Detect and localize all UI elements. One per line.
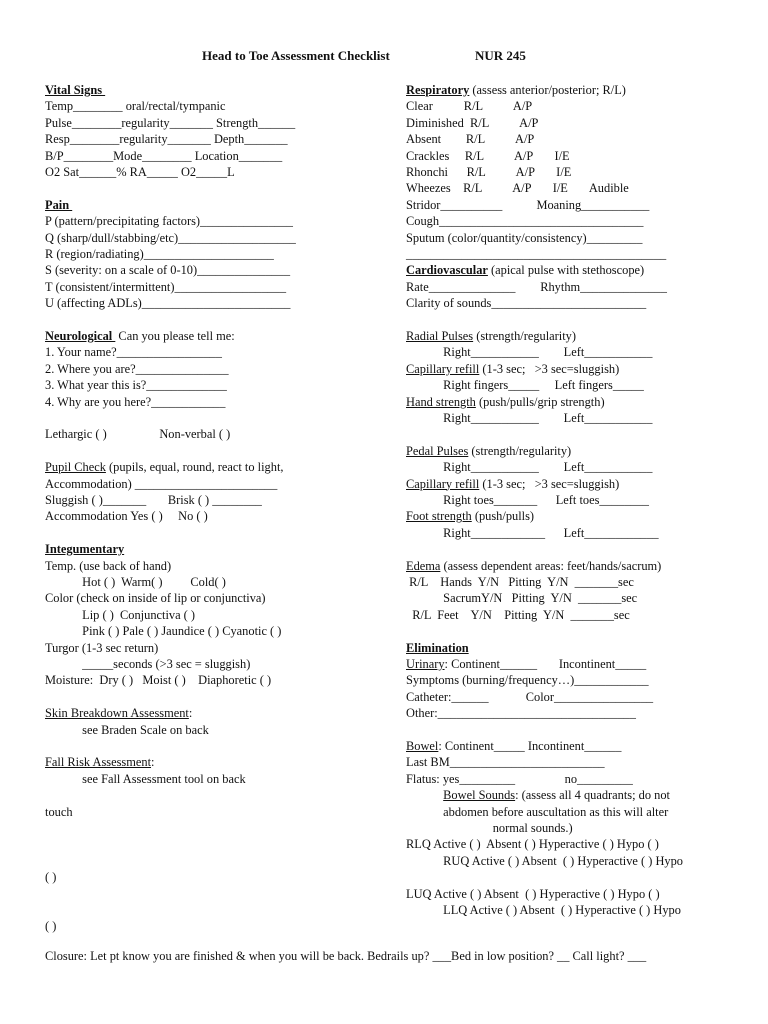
left-line-part: Skin Breakdown Assessment bbox=[45, 706, 189, 721]
left-line: Integumentary bbox=[45, 542, 125, 557]
right-line: Absent R/L A/P bbox=[406, 132, 535, 147]
right-line-part: (assess anterior/posterior; R/L) bbox=[469, 83, 626, 97]
left-line: Pulse________regularity_______ Strength______ bbox=[45, 115, 296, 130]
right-line: Right toes_______ Left toes________ bbox=[406, 493, 649, 507]
left-line: Pink ( ) Pale ( ) Jaundice ( ) Cyanotic ( ) bbox=[45, 624, 282, 639]
right-line-part: Capillary refill bbox=[406, 476, 480, 491]
left-line bbox=[45, 754, 154, 770]
right-line-part: (apical pulse with stethoscope) bbox=[487, 263, 645, 278]
left-line: B/P________Mode________ Location_______ bbox=[45, 148, 283, 163]
right-line: abdomen before auscultation as this will alter bbox=[406, 804, 669, 819]
right-line-part: (assess dependent areas: feet/hands/sacrum) bbox=[440, 558, 662, 573]
right-line bbox=[406, 787, 670, 803]
left-line-part: Fall Risk Assessment bbox=[45, 755, 152, 770]
left-line: Moisture: Dry ( ) Moist ( ) Diaphoretic ( ) bbox=[45, 673, 272, 688]
right-line: Clear R/L A/P bbox=[406, 99, 533, 114]
left-line: 1. Your name?_________________ bbox=[45, 345, 222, 360]
right-line: Right___________ Left___________ bbox=[406, 460, 653, 475]
left-line: Lethargic ( ) Non-verbal ( ) bbox=[45, 427, 231, 442]
left-line: _____seconds (>3 sec = sluggish) bbox=[45, 657, 251, 671]
right-line bbox=[406, 82, 626, 98]
right-line bbox=[406, 476, 619, 492]
right-line: R/L Feet Y/N Pitting Y/N _______sec bbox=[406, 607, 630, 622]
right-line: LUQ Active ( ) Absent ( ) Hyperactive ( ) Hypo ( ) bbox=[406, 886, 660, 901]
right-line-part: Capillary refill bbox=[406, 361, 480, 376]
left-line: Accommodation) _______________________ bbox=[45, 476, 278, 491]
left-line: Color (check on inside of lip or conjunctiva) bbox=[45, 591, 266, 606]
right-line-part: (push/pulls) bbox=[471, 509, 535, 524]
left-line: O2 Sat______% RA_____ O2_____L bbox=[45, 165, 235, 179]
right-line: RLQ Active ( ) Absent ( ) Hyperactive ( ) Hypo ( ) bbox=[406, 837, 659, 852]
right-line: Catheter:______ Color________________ bbox=[406, 689, 654, 704]
right-line bbox=[406, 394, 605, 410]
left-line: Q (sharp/dull/stabbing/etc)___________________ bbox=[45, 230, 296, 245]
right-line-part: Pedal Pulses bbox=[406, 443, 469, 458]
right-line: Rate______________ Rhythm______________ bbox=[406, 279, 667, 294]
right-line-part: Radial Pulses bbox=[406, 329, 474, 343]
right-line-part: : (assess all 4 quadrants; do not bbox=[515, 788, 670, 803]
left-line: 4. Why are you here?____________ bbox=[45, 394, 226, 409]
right-line: RUQ Active ( ) Absent ( ) Hyperactive ( ) Hypo bbox=[406, 853, 684, 868]
left-line-part: : bbox=[188, 706, 193, 721]
left-line: S (severity: on a scale of 0-10)_______________ bbox=[45, 263, 291, 278]
right-line: Right____________ Left____________ bbox=[406, 525, 659, 540]
right-line: SacrumY/N Pitting Y/N _______sec bbox=[406, 591, 638, 606]
right-line: Clarity of sounds_________________________ bbox=[406, 296, 647, 311]
left-line bbox=[45, 459, 283, 475]
page-title: Head to Toe Assessment Checklist bbox=[202, 48, 390, 63]
right-line-part: Hand strength bbox=[406, 394, 476, 409]
left-line: Sluggish ( )_______ Brisk ( ) ________ bbox=[45, 493, 262, 507]
right-line-part: Bowel Sounds bbox=[443, 788, 516, 803]
right-line: Symptoms (burning/frequency…)____________ bbox=[406, 673, 649, 688]
left-line: see Fall Assessment tool on back bbox=[45, 771, 246, 786]
right-line bbox=[406, 443, 571, 459]
left-line: Lip ( ) Conjunctiva ( ) bbox=[45, 607, 196, 622]
right-line-part: Edema bbox=[406, 558, 441, 573]
left-line: 2. Where you are?_______________ bbox=[45, 361, 229, 376]
left-line: Vital Signs bbox=[45, 83, 106, 97]
right-line: Rhonchi R/L A/P I/E bbox=[406, 165, 572, 179]
left-line: Hot ( ) Warm( ) Cold( ) bbox=[45, 575, 226, 589]
right-line: R/L Hands Y/N Pitting Y/N _______sec bbox=[406, 575, 634, 589]
right-line-part: (strength/regularity) bbox=[468, 443, 572, 458]
left-line-part: Neurological bbox=[45, 329, 116, 343]
right-line bbox=[406, 656, 646, 672]
right-line bbox=[406, 508, 534, 524]
right-line-part: Respiratory bbox=[406, 83, 470, 97]
left-line-part: Pupil Check bbox=[45, 460, 106, 475]
left-line: 3. What year this is?_____________ bbox=[45, 378, 227, 393]
left-line: touch bbox=[45, 804, 73, 819]
left-line: R (region/radiating)_____________________ bbox=[45, 247, 274, 261]
right-line: Wheezes R/L A/P I/E Audible bbox=[406, 181, 629, 196]
right-line: Stridor__________ Moaning___________ bbox=[406, 197, 650, 212]
right-line: Cough_________________________________ bbox=[406, 214, 644, 229]
left-line: Resp________regularity_______ Depth_______ bbox=[45, 132, 288, 147]
left-line: ( ) bbox=[45, 919, 57, 934]
right-line: __________________________________________ bbox=[406, 247, 667, 261]
left-line bbox=[45, 705, 192, 721]
left-line: Accommodation Yes ( ) No ( ) bbox=[45, 509, 208, 524]
left-line bbox=[45, 328, 235, 344]
right-line bbox=[406, 738, 621, 754]
closure-line: Closure: Let pt know you are finished & when you will be back. Bedrails up? ___Bed in low position? __ Call light? ___ bbox=[45, 949, 647, 963]
right-line: Other:________________________________ bbox=[406, 706, 636, 721]
left-line: U (affecting ADLs)________________________ bbox=[45, 296, 291, 311]
right-line-part: (push/pulls/grip strength) bbox=[475, 394, 605, 409]
left-line: P (pattern/precipitating factors)_______________ bbox=[45, 214, 293, 229]
left-line-part: (pupils, equal, round, react to light, bbox=[105, 460, 284, 475]
left-line-part: : bbox=[151, 755, 155, 770]
left-line: Pain bbox=[45, 197, 73, 212]
right-line-part bbox=[406, 788, 443, 802]
right-line: Right___________ Left___________ bbox=[406, 411, 653, 425]
right-line: Crackles R/L A/P I/E bbox=[406, 148, 570, 163]
right-line bbox=[406, 328, 576, 344]
left-line: Temp________ oral/rectal/tympanic bbox=[45, 99, 226, 114]
right-line bbox=[406, 262, 644, 278]
left-line: T (consistent/intermittent)__________________ bbox=[45, 279, 287, 294]
left-line-part: Can you please tell me: bbox=[115, 329, 235, 343]
right-line-part: (strength/regularity) bbox=[473, 329, 577, 343]
right-line bbox=[406, 361, 619, 377]
right-line-part: (1-3 sec; >3 sec=sluggish) bbox=[479, 361, 620, 376]
right-line-part: Foot strength bbox=[406, 509, 472, 524]
right-line: Elimination bbox=[406, 640, 469, 655]
left-line: Temp. (use back of hand) bbox=[45, 558, 172, 573]
right-line-part: Cardiovascular bbox=[406, 263, 488, 278]
right-line: Right fingers_____ Left fingers_____ bbox=[406, 378, 644, 393]
right-line: LLQ Active ( ) Absent ( ) Hyperactive ( ) Hypo bbox=[406, 903, 681, 917]
right-line: Flatus: yes_________ no_________ bbox=[406, 771, 633, 786]
left-line: Turgor (1-3 sec return) bbox=[45, 640, 159, 655]
left-line: see Braden Scale on back bbox=[45, 722, 209, 737]
right-line: Diminished R/L A/P bbox=[406, 115, 539, 130]
right-line-part: Bowel bbox=[406, 739, 439, 753]
right-line-part: Urinary bbox=[406, 657, 445, 671]
right-line-part: : Continent_____ Incontinent______ bbox=[438, 739, 622, 753]
left-line: ( ) bbox=[45, 870, 57, 885]
right-line: Right___________ Left___________ bbox=[406, 345, 653, 360]
right-line: Sputum (color/quantity/consistency)_________ bbox=[406, 230, 643, 245]
right-line-part: (1-3 sec; >3 sec=sluggish) bbox=[479, 476, 620, 491]
right-line-part: : Continent______ Incontinent_____ bbox=[444, 657, 647, 671]
course-code: NUR 245 bbox=[475, 48, 526, 63]
right-line bbox=[406, 558, 661, 574]
right-line: Last BM_________________________ bbox=[406, 755, 605, 770]
right-line: normal sounds.) bbox=[406, 821, 573, 835]
